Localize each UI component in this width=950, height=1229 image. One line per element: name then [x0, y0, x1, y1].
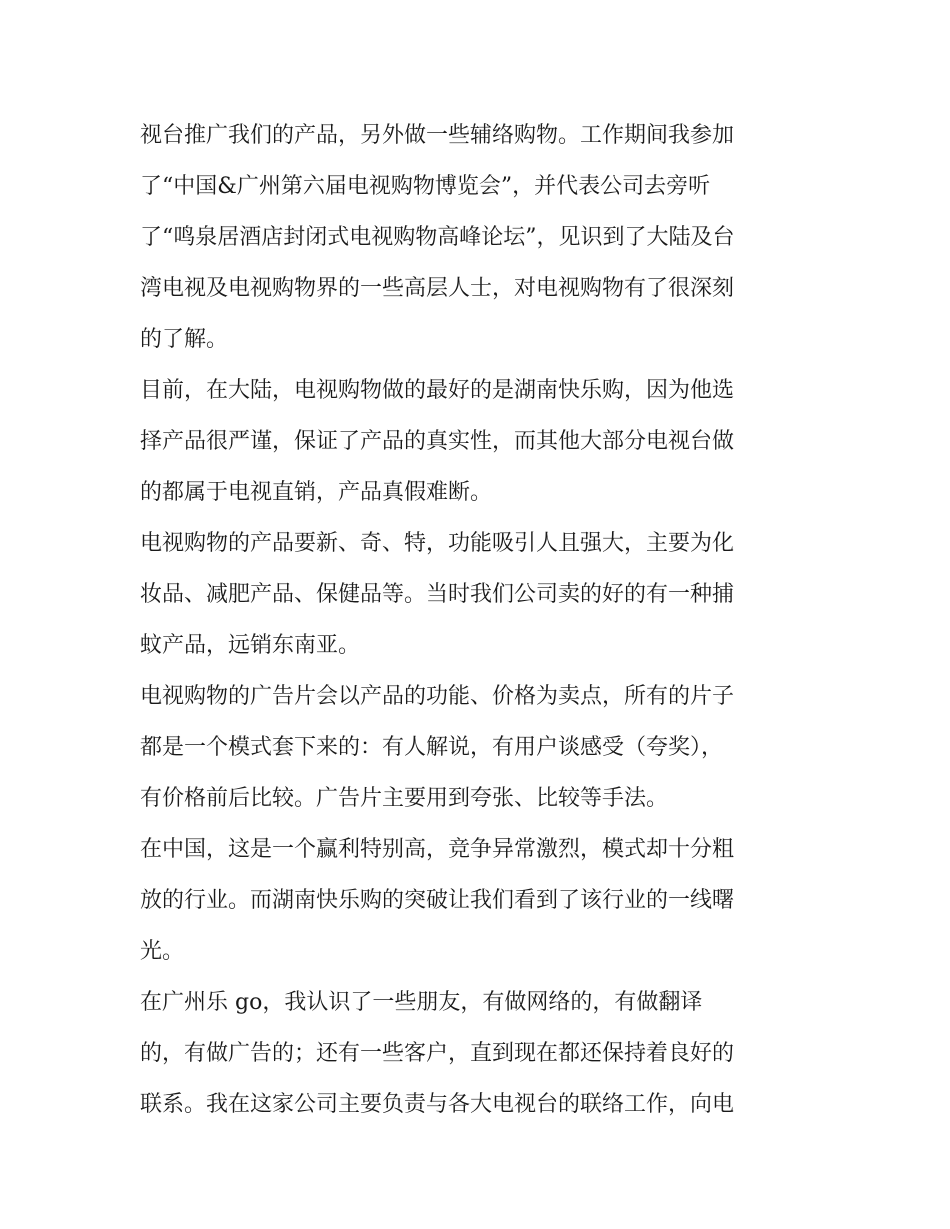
text-line: 电视购物的产品要新、奇、特，功能吸引人且强大，主要为化	[140, 531, 735, 556]
text-line: 联系。我在这家公司主要负责与各大电视台的联络工作，向电	[140, 1092, 735, 1117]
text-line: 的都属于电视直销，产品真假难断。	[140, 480, 493, 505]
text-line: 都是一个模式套下来的：有人解说，有用户谈感受（夸奖），	[140, 735, 724, 760]
text-line: 有价格前后比较。广告片主要用到夸张、比较等手法。	[140, 786, 669, 811]
text-line: 在中国，这是一个赢利特别高，竞争异常激烈，模式却十分粗	[140, 837, 735, 862]
text-line: 了“鸣泉居酒店封闭式电视购物高峰论坛”，见识到了大陆及台	[140, 225, 735, 250]
text-line: 的了解。	[140, 327, 229, 352]
text-line: 放的行业。而湖南快乐购的突破让我们看到了该行业的一线曙	[140, 888, 735, 913]
text-line: 蚊产品，远销东南亚。	[140, 633, 361, 658]
text-line: 湾电视及电视购物界的一些高层人士，对电视购物有了很深刻	[140, 276, 735, 301]
text-line: 光。	[140, 939, 185, 964]
text-line: 电视购物的广告片会以产品的功能、价格为卖点，所有的片子	[140, 684, 735, 709]
body-text	[140, 110, 820, 1130]
text-line: 在广州乐 go，我认识了一些朋友，有做网络的，有做翻译	[140, 990, 703, 1015]
text-line: 的，有做广告的；还有一些客户，直到现在都还保持着良好的	[140, 1041, 735, 1066]
text-line: 了“中国&广州第六届电视购物博览会”，并代表公司去旁听	[140, 174, 711, 199]
text-line: 择产品很严谨，保证了产品的真实性，而其他大部分电视台做	[140, 429, 735, 454]
text-line: 目前，在大陆，电视购物做的最好的是湖南快乐购，因为他选	[140, 378, 735, 403]
text-line: 妆品、减肥产品、保健品等。当时我们公司卖的好的有一种捕	[140, 582, 735, 607]
text-line: 视台推广我们的产品，另外做一些辅络购物。工作期间我参加	[140, 123, 735, 148]
